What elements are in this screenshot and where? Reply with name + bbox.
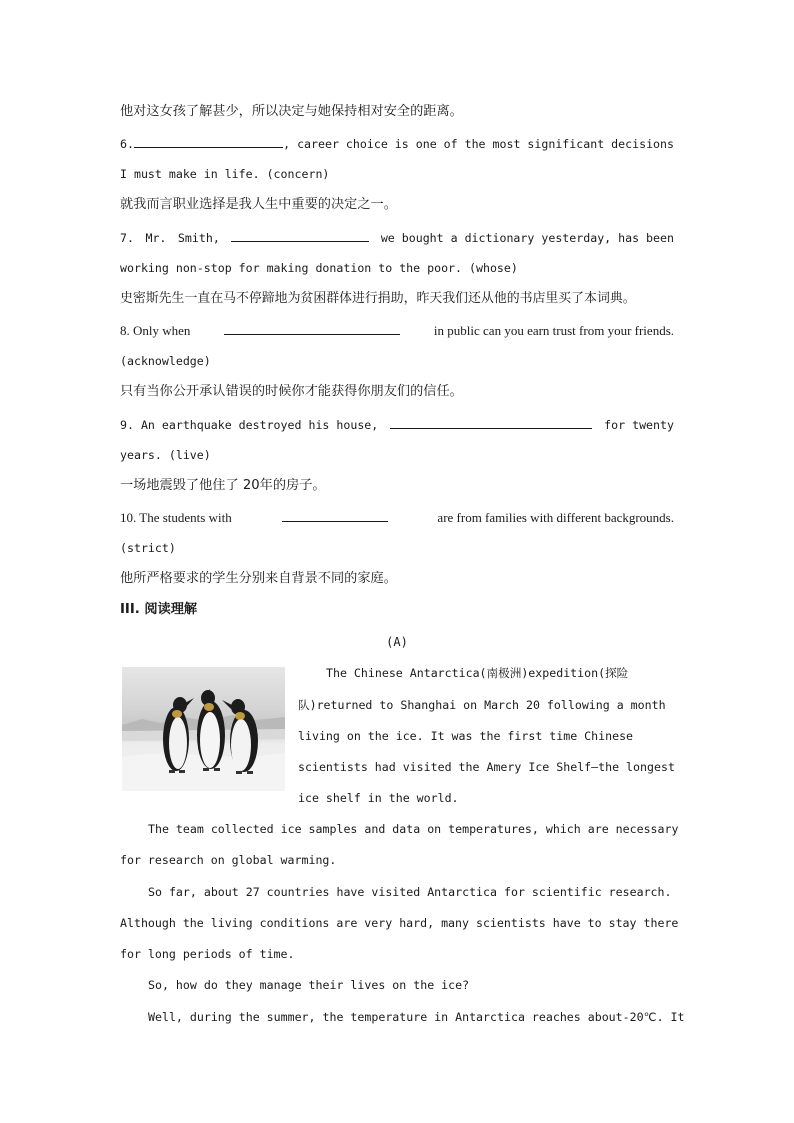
- q8-line2: (acknowledge): [120, 354, 211, 368]
- q7-number: 7.: [120, 231, 134, 245]
- q10-prompt-before: 10. The students with: [120, 510, 232, 525]
- passage-a-label: (A): [386, 635, 408, 649]
- q6-line1: [120, 134, 674, 153]
- passage-a-para2-line1: The team collected ice samples and data on temperatures, which are necessary: [148, 822, 679, 836]
- q8-translation: 只有当你公开承认错误的时候你才能获得你朋友们的信任。: [120, 384, 463, 399]
- q10-prompt-after: are from families with different backgrounds.: [437, 510, 674, 525]
- q6-number: 6.: [120, 137, 134, 151]
- passage-a-para3-line3: for long periods of time.: [120, 947, 295, 961]
- three-penguins-image: [122, 667, 285, 791]
- q7-answer-blank[interactable]: [231, 228, 369, 242]
- q10-line2: (strict): [120, 541, 176, 555]
- q6-translation: 就我而言职业选择是我人生中重要的决定之一。: [120, 197, 397, 212]
- passage-a-line-3: living on the ice. It was the first time Chinese: [298, 729, 634, 743]
- q6-prompt-after: , career choice is one of the most significant decisions: [283, 137, 674, 151]
- q9-answer-blank[interactable]: [390, 415, 592, 429]
- passage-a-line-1-wrap: [298, 664, 674, 682]
- q10-line1: [120, 508, 674, 527]
- passage-a-line-1: The Chinese Antarctica(南极洲)expedition(探险: [326, 666, 629, 680]
- q9-line2: years. (live): [120, 448, 211, 462]
- penguin-photo: [122, 667, 285, 791]
- q9-line1: [120, 415, 674, 434]
- passage-a-para3-line2: Although the living conditions are very hard, many scientists have to stay there: [120, 916, 679, 930]
- passage-a-line-4: scientists had visited the Amery Ice Shelf—the longest: [298, 760, 675, 774]
- q8-prompt-after: in public can you earn trust from your friends.: [433, 323, 674, 338]
- q8-answer-blank[interactable]: [224, 321, 400, 335]
- q7-line2: working non-stop for making donation to the poor. (whose): [120, 261, 518, 275]
- q8-line1: [120, 321, 674, 340]
- q7-prompt-after: we bought a dictionary yesterday, has been: [380, 231, 674, 245]
- passage-a-para2-line2: for research on global warming.: [120, 853, 337, 867]
- q7-translation: 史密斯先生一直在马不停蹄地为贫困群体进行捐助，昨天我们还从他的书店里买了本词典。: [120, 291, 636, 306]
- section-3-heading: III. 阅读理解: [120, 602, 198, 617]
- q6-answer-blank[interactable]: [134, 134, 283, 148]
- q6-line2: I must make in life. (concern): [120, 167, 330, 181]
- passage-a-para3-line1: So far, about 27 countries have visited Antarctica for scientific research.: [148, 885, 672, 899]
- q7-word2: Smith,: [177, 231, 220, 245]
- q10-translation: 他所严格要求的学生分别来自背景不同的家庭。: [120, 571, 397, 586]
- passage-a-para4: So, how do they manage their lives on the ice?: [148, 978, 470, 992]
- passage-a-line-2: 队)returned to Shanghai on March 20 following a month: [298, 698, 666, 712]
- q5-translation: 他对这女孩了解甚少，所以决定与她保持相对安全的距离。: [120, 104, 463, 119]
- q9-translation: 一场地震毁了他住了 20年的房子。: [120, 478, 326, 493]
- passage-a-para5: Well, during the summer, the temperature in Antarctica reaches about-20℃. It: [148, 1010, 685, 1024]
- q10-answer-blank[interactable]: [282, 508, 388, 522]
- q7-word1: Mr.: [145, 231, 167, 245]
- q9-prompt-after: for twenty: [604, 418, 674, 432]
- q7-line1: [120, 228, 674, 247]
- q9-prompt-before: 9. An earthquake destroyed his house,: [120, 418, 379, 432]
- passage-a-line-5: ice shelf in the world.: [298, 791, 459, 805]
- penguin-2: [197, 689, 225, 771]
- q8-prompt-before: 8. Only when: [120, 323, 191, 338]
